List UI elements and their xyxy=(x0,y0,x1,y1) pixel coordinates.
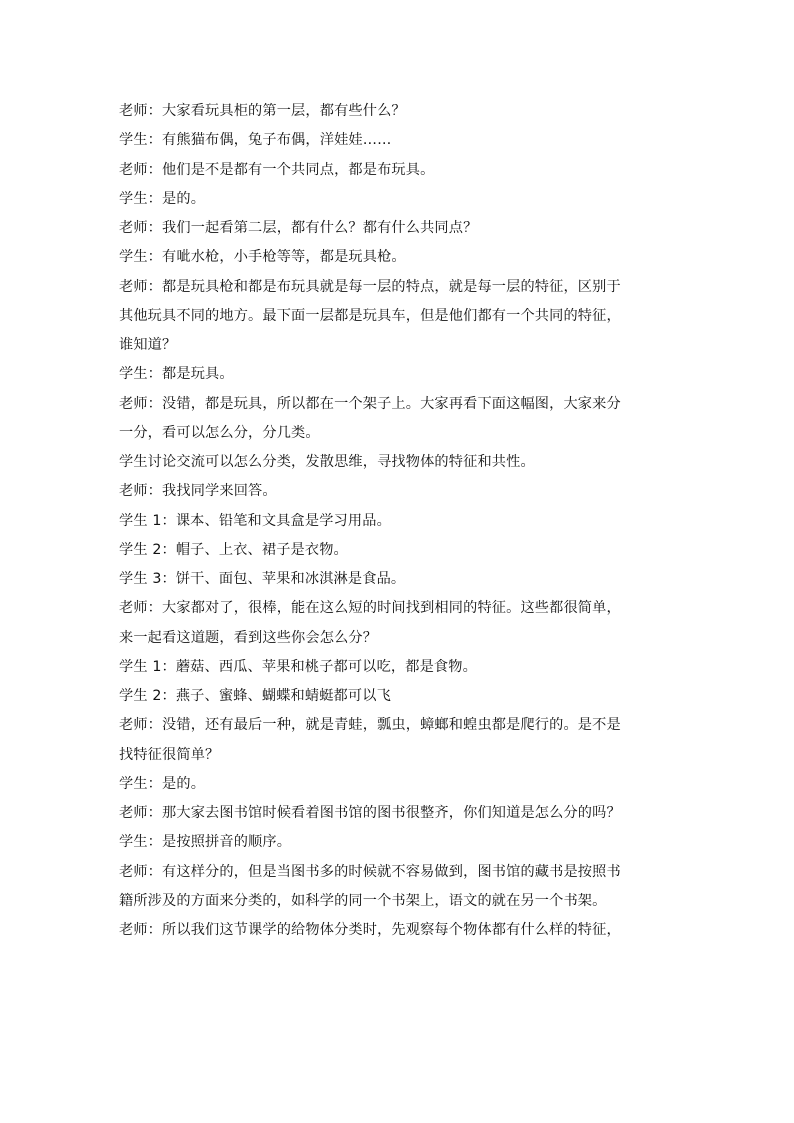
text-line: 籍所涉及的方面来分类的，如科学的同一个书架上，语文的就在另一个书架。 xyxy=(119,892,607,909)
text-line: 老师：我们一起看第二层，都有什么？都有什么共同点？ xyxy=(119,220,478,236)
text-line: 学生：都是玩具。 xyxy=(119,366,234,383)
text-line: 学生：是的。 xyxy=(119,190,206,207)
text-line: 学生：是的。 xyxy=(119,775,206,792)
text-line: 老师：他们是不是都有一个共同点，都是布玩具。 xyxy=(119,161,435,178)
text-line: 老师：那大家去图书馆时候看着图书馆的图书很整齐，你们知道是怎么分的吗？ xyxy=(119,805,621,821)
text-line: 谁知道？ xyxy=(119,337,177,353)
text-line: 一分，看可以怎么分，分几类。 xyxy=(119,424,320,441)
text-line: 学生 1：蘑菇、西瓜、苹果和桃子都可以吃，都是食物。 xyxy=(119,658,477,675)
text-line: 学生：有熊猫布偶，兔子布偶，洋娃娃…… xyxy=(119,132,392,149)
dialogue-text-block xyxy=(119,97,679,945)
text-line: 老师：没错，还有最后一种，就是青蛙，瓢虫，蟑螂和蝗虫都是爬行的。是不是 xyxy=(119,717,621,734)
text-line: 来一起看这道题，看到这些你会怎么分？ xyxy=(119,629,378,646)
text-line: 学生：是按照拼音的顺序。 xyxy=(119,834,292,851)
text-line: 老师：没错，都是玩具，所以都在一个架子上。大家再看下面这幅图，大家来分 xyxy=(119,395,621,412)
text-line: 找特征很简单？ xyxy=(119,746,220,763)
text-line: 学生：有呲水枪，小手枪等等，都是玩具枪。 xyxy=(119,249,406,266)
text-line: 老师：我找同学来回答。 xyxy=(119,483,277,500)
text-line: 老师：大家都对了，很棒，能在这么短的时间找到相同的特征。这些都很简单， xyxy=(119,600,621,617)
text-line: 学生 2：帽子、上衣、裙子是衣物。 xyxy=(119,541,348,558)
text-line: 学生 1：课本、铅笔和文具盒是学习用品。 xyxy=(119,512,391,529)
text-line: 老师：有这样分的，但是当图书多的时候就不容易做到，图书馆的藏书是按照书 xyxy=(119,863,621,880)
text-line: 学生 3：饼干、面包、苹果和冰淇淋是食品。 xyxy=(119,571,406,587)
text-line: 老师：大家看玩具柜的第一层，都有些什么？ xyxy=(119,103,406,119)
text-line: 学生讨论交流可以怎么分类，发散思维，寻找物体的特征和共性。 xyxy=(119,454,535,470)
text-line: 老师：都是玩具枪和都是布玩具就是每一层的特点，就是每一层的特征，区别于 xyxy=(119,278,621,295)
text-line: 学生 2：燕子、蜜蜂、蝴蝶和蜻蜓都可以飞 xyxy=(119,688,391,704)
text-line: 老师：所以我们这节课学的给物体分类时，先观察每个物体都有什么样的特征， xyxy=(119,922,621,938)
text-line: 其他玩具不同的地方。最下面一层都是玩具车，但是他们都有一个共同的特征， xyxy=(119,307,621,324)
